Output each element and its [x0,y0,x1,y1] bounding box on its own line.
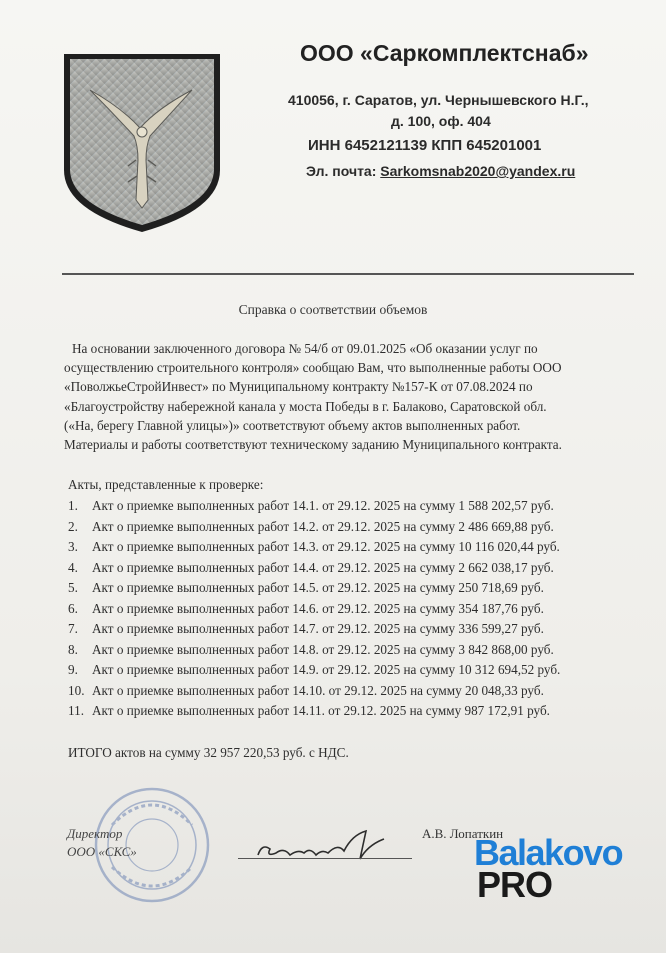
list-item [68,537,560,558]
list-item-number: 2. [68,518,78,534]
document-title: Справка о соответствии объемов [238,302,428,317]
list-item-number: 1. [68,498,78,513]
header-divider [62,273,634,275]
list-item [68,619,560,640]
company-address-line2: д. 100, оф. 404 [391,113,491,129]
signer-organization: ООО «СКС» [67,844,137,859]
list-item-text: Акт о приемке выполненных работ 14.6. от 29.12. 2025 на сумму 354 187,76 руб. [92,600,544,616]
list-item [68,599,560,620]
list-item-text: Акт о приемке выполненных работ 14.5. от 29.12. 2025 на сумму 250 718,69 руб. [92,580,544,595]
list-item-text: Акт о приемке выполненных работ 14.9. от 29.12. 2025 на сумму 10 312 694,52 руб. [92,662,561,677]
coat-of-arms-icon [62,50,222,235]
paragraph-line: Материалы и работы соответствуют техническому заданию Муниципального контракта. [64,437,562,453]
list-item-text: Акт о приемке выполненных работ 14.7. от 29.12. 2025 на сумму 336 599,27 руб. [92,621,544,636]
list-item-number: 7. [68,621,78,636]
list-item [68,640,560,661]
signer-name: А.В. Лопаткин [422,826,504,841]
body-paragraph [64,339,639,454]
list-item-number: 3. [68,539,78,554]
list-item [68,558,560,579]
company-name: ООО «Саркомплектснаб» [300,40,589,66]
list-item-number: 9. [68,662,78,677]
list-item-number: 6. [68,600,78,616]
balakovo-pro-watermark [474,832,623,905]
paragraph-line: («На, берегу Главной улицы»)» соответствуют объему актов выполненных работ. [64,417,521,433]
list-item [68,496,560,517]
company-address-line1: 410056, г. Саратов, ул. Чернышевского Н.Г., [288,92,589,108]
list-item-number: 8. [68,641,78,657]
list-item [68,660,560,681]
list-item [68,517,560,538]
email-link[interactable]: Sarkomsnab2020@yandex.ru [380,163,576,179]
list-item [68,578,560,599]
list-item-text: Акт о приемке выполненных работ 14.11. от 29.12. 2025 на сумму 987 172,91 руб. [92,703,550,718]
acts-intro: Акты, представленные к проверке: [68,477,264,492]
total-amount: ИТОГО актов на сумму 32 957 220,53 руб. с НДС. [68,745,349,760]
paragraph-line: «Благоустройству набережной канала у моста Победы в г. Балаково, Саратовской обл. [64,398,547,414]
email-label: Эл. почта: [306,163,377,179]
list-item [68,681,560,702]
company-inn-kpp: ИНН 6452121139 КПП 645201001 [308,137,542,154]
handwritten-signature [248,825,393,865]
list-item-number: 5. [68,580,78,595]
paragraph-line: осуществлению строительного контроля» сообщаю Вам, что выполненные работы ООО [64,360,562,376]
list-item-number: 4. [68,559,78,575]
paragraph-line: «ПоволжьеСтройИнвест» по Муниципальному контракту №157-К от 07.08.2024 по [64,379,533,395]
acts-list [68,496,560,722]
list-item-text: Акт о приемке выполненных работ 14.10. от 29.12. 2025 на сумму 20 048,33 руб. [92,682,544,698]
list-item-text: Акт о приемке выполненных работ 14.1. от 29.12. 2025 на сумму 1 588 202,57 руб. [92,498,554,513]
signature-line [238,858,412,859]
company-email-row [306,163,575,179]
list-item-number: 10. [68,682,85,698]
list-item-text: Акт о приемке выполненных работ 14.4. от 29.12. 2025 на сумму 2 662 038,17 руб. [92,559,554,575]
list-item-text: Акт о приемке выполненных работ 14.8. от 29.12. 2025 на сумму 3 842 868,00 руб. [92,641,554,657]
watermark-line1: Balakovo [474,832,623,873]
list-item [68,701,560,722]
list-item-text: Акт о приемке выполненных работ 14.3. от 29.12. 2025 на сумму 10 116 020,44 руб. [92,539,560,554]
list-item-text: Акт о приемке выполненных работ 14.2. от 29.12. 2025 на сумму 2 486 669,88 руб. [92,518,554,534]
signer-role: Директор [67,826,123,841]
watermark-line2: PRO [477,864,553,905]
paragraph-line: На основании заключенного договора № 54/б от 09.01.2025 «Об оказании услуг по [72,341,538,356]
list-item-number: 11. [68,703,84,718]
